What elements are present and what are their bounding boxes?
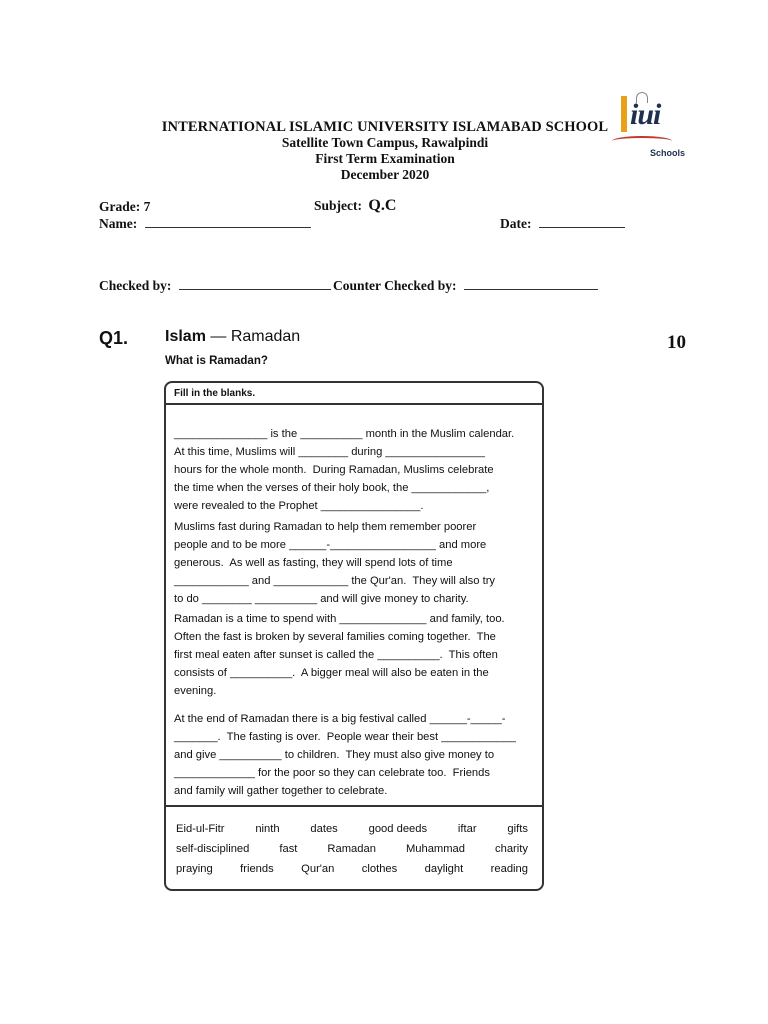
word-bank-row-3 (176, 863, 528, 875)
paragraph-3[interactable]: Ramadan is a time to spend with ______________ and family, too. Often the fast is broken by several families coming together. The first meal eaten after sunset is called the __________. This often consists of __________. A bigger meal will also be eaten in the evening. (174, 613, 505, 697)
school-logo (612, 92, 692, 162)
word-bank-item: good deeds (368, 823, 428, 835)
word-bank-item: fast (279, 843, 298, 855)
date-label: Date: (500, 216, 532, 231)
word-bank-item: daylight (424, 863, 464, 875)
campus-name: Satellite Town Campus, Rawalpindi (281, 135, 489, 150)
paragraph-2[interactable]: Muslims fast during Ramadan to help them remember poorer people and to be more ______-_________________ and more generous. As well as fasting, they will spend lots of time ____________ and ____________ the Qur'an. They will also try to do ________ __________ and will give money to charity. (174, 521, 496, 605)
counter-checked-row (333, 277, 598, 294)
counter-checked-by-field[interactable] (464, 277, 598, 290)
date-row (500, 215, 625, 232)
word-bank (166, 807, 542, 889)
word-bank-item: Eid-ul-Fitr (176, 823, 225, 835)
word-bank-item: self-disciplined (176, 843, 250, 855)
subject-row (314, 197, 396, 215)
word-bank-item: friends (240, 863, 274, 875)
word-bank-item: Ramadan (327, 843, 376, 855)
word-bank-item: clothes (361, 863, 398, 875)
date-field[interactable] (539, 215, 625, 228)
logo-wordmark: iui (630, 98, 661, 131)
question-subtitle: What is Ramadan? (165, 355, 268, 367)
topic-rest: — Ramadan (205, 328, 301, 345)
exam-date: December 2020 (340, 167, 430, 182)
checked-row (99, 277, 331, 294)
checked-by-field[interactable] (179, 277, 331, 290)
question-number: Q1. (99, 328, 129, 348)
word-bank-item: dates (310, 823, 338, 835)
school-name: INTERNATIONAL ISLAMIC UNIVERSITY ISLAMABAD SCHOOL (161, 119, 609, 135)
word-bank-item: charity (495, 843, 528, 855)
name-row (99, 215, 311, 232)
word-bank-item: ninth (255, 823, 280, 835)
grade-label: Grade: 7 (99, 199, 151, 214)
exercise-text (166, 405, 542, 807)
word-bank-item: Qur'an (301, 863, 335, 875)
question-marks: 10 (667, 332, 686, 353)
topic-bold: Islam (165, 328, 206, 345)
paragraph-1[interactable]: _______________ is the __________ month in the Muslim calendar. At this time, Muslims will ________ during ________________ hours for the whole month. During Ramadan, Muslims celebrate the time when the verses of their holy book, the ____________, were revealed to the Prophet ________________. (174, 428, 515, 512)
exercise-instruction: Fill in the blanks. (166, 383, 542, 405)
word-bank-row-2 (176, 843, 528, 855)
logo-swoosh-icon (612, 136, 672, 146)
subject-value: Q.C (368, 197, 397, 214)
subject-label: Subject: (314, 198, 362, 213)
word-bank-item: iftar (457, 823, 477, 835)
word-bank-item: reading (490, 863, 528, 875)
exercise-box (164, 381, 544, 891)
paragraph-4[interactable]: At the end of Ramadan there is a big festival called ______-_____- _______. The fasting is over. People wear their best ____________ and give __________ to children. They must also give money to _____________ for the poor so they can celebrate too. Friends and family will gather together to celebrate. (174, 713, 516, 797)
word-bank-item: gifts (507, 823, 528, 835)
question-topic (165, 328, 300, 346)
school-header (150, 119, 620, 183)
logo-bar-icon (621, 96, 627, 132)
name-field[interactable] (145, 215, 311, 228)
word-bank-item: praying (176, 863, 213, 875)
logo-caption: Schools (650, 148, 686, 158)
word-bank-row-1 (176, 823, 528, 835)
exam-name: First Term Examination (315, 151, 455, 166)
counter-checked-by-label: Counter Checked by: (333, 278, 457, 293)
word-bank-item: Muhammad (405, 843, 466, 855)
name-label: Name: (99, 216, 138, 231)
checked-by-label: Checked by: (99, 278, 172, 293)
